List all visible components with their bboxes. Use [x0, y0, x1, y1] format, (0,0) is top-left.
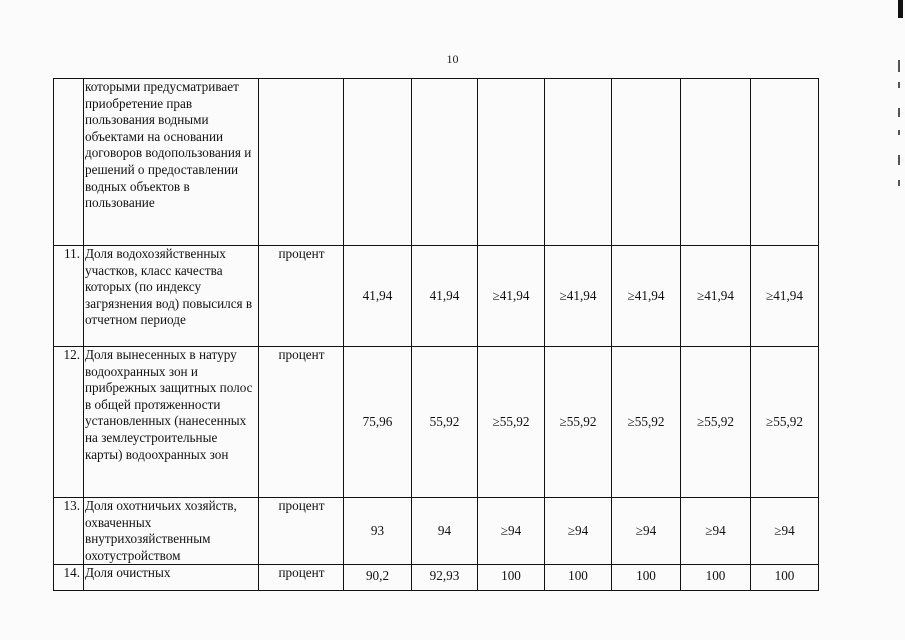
value-cell: 90,2 — [344, 565, 412, 591]
table-row — [54, 79, 819, 246]
value-cell: ≥94 — [612, 498, 681, 565]
indicator-name: Доля охотничьих хозяйств, охваченных внутрихозяйственным охотустройством — [84, 498, 259, 565]
value-cell: 100 — [751, 565, 819, 591]
value-cell: ≥55,92 — [681, 347, 751, 498]
indicator-name: Доля очистных — [84, 565, 259, 591]
row-number: 12. — [54, 347, 84, 498]
value-cell: 100 — [681, 565, 751, 591]
value-cell: ≥55,92 — [612, 347, 681, 498]
value-cell: ≥41,94 — [478, 246, 545, 347]
unit-cell: процент — [259, 565, 344, 591]
value-cell: 100 — [478, 565, 545, 591]
table-row — [54, 565, 819, 591]
row-number: 13. — [54, 498, 84, 565]
unit-cell — [259, 79, 344, 246]
value-cell: ≥94 — [478, 498, 545, 565]
value-cell: 92,93 — [412, 565, 478, 591]
unit-cell: процент — [259, 347, 344, 498]
value-cell: ≥55,92 — [478, 347, 545, 498]
page-number: 10 — [446, 52, 459, 66]
row-number — [54, 79, 84, 246]
row-number: 11. — [54, 246, 84, 347]
scan-margin-ticks — [898, 60, 902, 190]
unit-cell: процент — [259, 246, 344, 347]
indicator-name: которыми предусматривает приобретение прав пользования водными объектами на основании договоров водопользования и решений о предоставлении водных объектов в пользование — [84, 79, 259, 246]
value-cell: 41,94 — [344, 246, 412, 347]
value-cell: 75,96 — [344, 347, 412, 498]
value-cell: 100 — [612, 565, 681, 591]
scan-edge-mark — [898, 0, 903, 18]
value-cell — [412, 79, 478, 246]
value-cell: ≥41,94 — [681, 246, 751, 347]
value-cell: ≥55,92 — [751, 347, 819, 498]
value-cell — [751, 79, 819, 246]
value-cell — [612, 79, 681, 246]
value-cell: 41,94 — [412, 246, 478, 347]
indicator-name: Доля водохозяйственных участков, класс качества которых (по индексу загрязнения вод) повысился в отчетном периоде — [84, 246, 259, 347]
value-cell: 100 — [545, 565, 612, 591]
value-cell — [478, 79, 545, 246]
value-cell: 94 — [412, 498, 478, 565]
value-cell: ≥94 — [545, 498, 612, 565]
table-row — [54, 347, 819, 498]
value-cell: ≥55,92 — [545, 347, 612, 498]
table-row — [54, 498, 819, 565]
indicators-table — [53, 78, 819, 591]
value-cell — [681, 79, 751, 246]
row-number: 14. — [54, 565, 84, 591]
value-cell: 93 — [344, 498, 412, 565]
value-cell: ≥41,94 — [751, 246, 819, 347]
value-cell: ≥94 — [681, 498, 751, 565]
value-cell: 55,92 — [412, 347, 478, 498]
value-cell: ≥41,94 — [612, 246, 681, 347]
value-cell — [545, 79, 612, 246]
indicator-name: Доля вынесенных в натуру водоохранных зон и прибрежных защитных полос в общей протяженности установленных (нанесенных на землеустроительные карты) водоохранных зон — [84, 347, 259, 498]
value-cell: ≥41,94 — [545, 246, 612, 347]
table-row — [54, 246, 819, 347]
value-cell: ≥94 — [751, 498, 819, 565]
value-cell — [344, 79, 412, 246]
unit-cell: процент — [259, 498, 344, 565]
